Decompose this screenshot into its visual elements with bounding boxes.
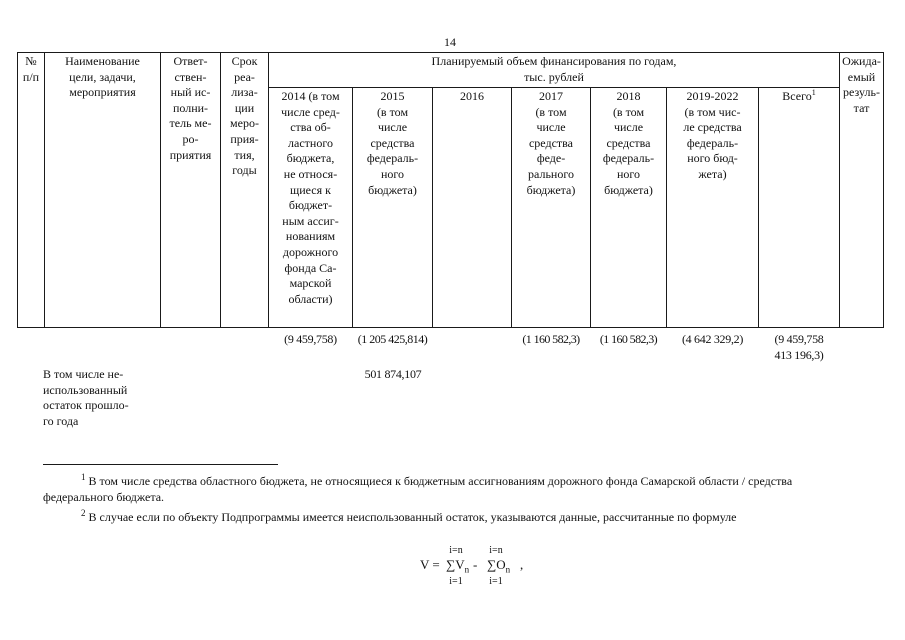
table-top-border [17,52,883,53]
formula-sum1 [446,557,469,578]
formula-minus: - [473,557,478,572]
sum1-symbol: ∑V [446,557,465,572]
vline-12 [883,52,884,328]
header-year-2015: 2015 (в том числе средства федераль- ного бюджета) [366,89,419,197]
vline-10 [758,87,759,328]
formula-sum2-lower-limit: i=1 [489,576,503,587]
page-number: 14 [444,35,456,49]
formula-sum1-upper-limit: i=n [449,545,463,556]
header-total [759,89,839,105]
sum2-subscript: n [505,564,511,575]
header-number: № п/п [22,54,40,84]
vline-0 [17,52,18,328]
value-2019-2022: (4 642 329,2) [681,332,744,346]
header-total-label: Всего [782,89,812,103]
value-2015: (1 205 425,814) [357,332,428,346]
formula-trailing-comma: , [520,557,524,572]
footnote-2-text: В случае если по объекту Подпрограммы имеется неиспользованный остаток, указываются данные, рассчитанные по формуле [88,510,737,524]
header-expected-result: Ожида- емый резуль- тат [842,54,881,115]
footnote-2-mark: 2 [81,508,86,518]
header-year-2017: 2017 (в том числе средства феде- рального бюджета) [526,89,576,197]
value-2018: (1 160 582,3) [599,332,658,346]
value-2014: (9 459,758) [284,332,337,346]
formula-sum1-lower-limit: i=1 [449,576,463,587]
sum1-subscript: n [464,564,470,575]
value-2017: (1 160 582,3) [522,332,580,346]
header-name: Наименование цели, задачи, мероприятия [65,54,140,100]
header-year-2019-2022: 2019-2022 (в том чис- ле средства федераль- ного бюд- жета) [683,89,742,181]
vline-6 [432,87,433,328]
footnote-separator [43,464,278,465]
footnote-1 [43,473,863,505]
unused-remainder-label: В том числе не- использованный остаток прошло- го года [43,367,129,428]
unused-remainder-value: 501 874,107 [364,367,422,381]
header-total-footnote-mark: 1 [811,88,816,97]
formula-sum2-upper-limit: i=n [489,545,503,556]
header-funding: Планируемый объем финансирования по годам, тыс. рублей [431,54,677,84]
header-responsible: Ответ- ствен- ный ис- полни- тель ме- ро- приятия [169,54,212,162]
header-term: Срок реа- лиза- ции меро- прия- тия, годы [230,54,259,178]
value-total: (9 459,758 413 196,3) [774,332,824,362]
header-bottom-border [17,327,883,328]
sum2-symbol: ∑O [487,557,506,572]
footnote-1-mark: 1 [81,472,86,482]
formula-sum2 [487,557,510,578]
footnote-1-text: В том числе средства областного бюджета, не относящиеся к бюджетным ассигнованиям дорожного фонда Самарской области / средства федерального бюджета. [43,474,793,504]
formula-lhs: V = [420,557,440,572]
header-year-2016: 2016 [460,89,484,103]
footnote-2 [43,509,863,525]
funding-subheader-border [268,87,839,88]
header-year-2018: 2018 (в том числе средства федераль- ного бюджета) [602,89,655,197]
header-year-2014: 2014 (в том числе сред- ства об- ластного бюджета, не относя- щиеся к бюджет- ным ассиг- нованиям дорожного фонда Са- марской области) [281,89,340,306]
